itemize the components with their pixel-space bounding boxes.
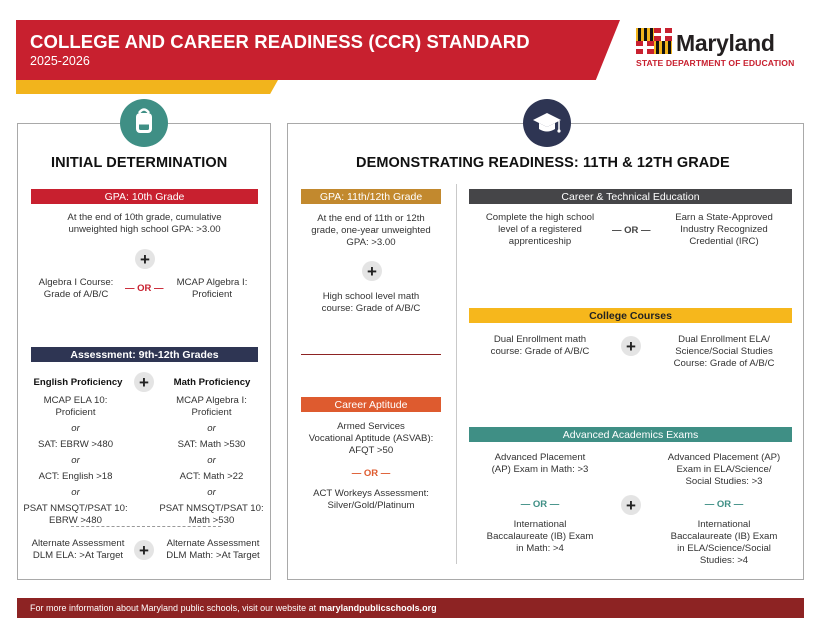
apprenticeship-text: Complete the high school level of a registered apprenticeship	[485, 212, 595, 247]
divider	[71, 526, 221, 527]
plus-icon: +	[135, 249, 155, 269]
gpa-11-12-bar: GPA: 11th/12th Grade	[301, 189, 441, 204]
logo-subtitle: STATE DEPARTMENT OF EDUCATION	[636, 58, 795, 68]
mcap-algebra-text: MCAP Algebra I: Proficient	[176, 277, 248, 300]
footer-website-link[interactable]: marylandpublicschools.org	[319, 603, 437, 613]
advanced-academics-bar: Advanced Academics Exams	[469, 427, 792, 442]
plus-icon: +	[362, 261, 382, 281]
header-accent-stripe	[16, 80, 278, 94]
hs-math-course-text: High school level math course: Grade of A/B/C	[321, 291, 421, 314]
plus-icon: +	[134, 372, 154, 392]
page-title: COLLEGE AND CAREER READINESS (CCR) STANDARD	[30, 31, 530, 52]
english-proficiency-title: English Proficiency	[33, 377, 123, 388]
alt-dlm-ela-text: Alternate Assessment DLM ELA: >At Target	[31, 538, 125, 561]
english-options: MCAP ELA 10: Proficient or SAT: EBRW >480 or ACT: English >18 or PSAT NMSQT/PSAT 10: EBRW >480	[23, 395, 128, 526]
gpa-10th-bar: GPA: 10th Grade	[31, 189, 258, 204]
graduation-cap-icon	[523, 99, 571, 147]
cte-bar: Career & Technical Education	[469, 189, 792, 204]
or-separator: — OR —	[612, 225, 651, 236]
or-separator: — OR —	[704, 499, 744, 510]
footer-bar	[17, 598, 804, 618]
backpack-icon	[120, 99, 168, 147]
logo-wordmark: Maryland	[676, 30, 775, 56]
maryland-flag-logo-icon	[636, 28, 672, 54]
career-aptitude-bar: Career Aptitude	[301, 397, 441, 412]
irc-text: Earn a State-Approved Industry Recognized Credential (IRC)	[675, 212, 773, 247]
or-separator: — OR —	[520, 499, 560, 510]
math-proficiency-title: Math Proficiency	[173, 377, 251, 388]
algebra-course-text: Algebra I Course: Grade of A/B/C	[38, 277, 114, 300]
or-separator: — OR —	[125, 283, 164, 294]
dual-enrollment-math-text: Dual Enrollment math course: Grade of A/B/C	[490, 334, 590, 357]
divider	[301, 354, 441, 355]
ib-ela-text: International Baccalaureate (IB) Exam in ELA/Science/Social Studies: >4	[670, 519, 778, 566]
asvab-text: Armed Services Vocational Aptitude (ASVAB): AFQT >50	[308, 421, 434, 456]
initial-determination-heading: INITIAL DETERMINATION	[51, 155, 228, 171]
gpa-11-12-text: At the end of 11th or 12th grade, one-year unweighted GPA: >3.00	[311, 213, 431, 248]
page-year: 2025-2026	[30, 54, 90, 68]
ap-math-text: Advanced Placement (AP) Exam in Math: >3	[491, 452, 589, 475]
alt-dlm-math-text: Alternate Assessment DLM Math: >At Target	[166, 538, 260, 561]
demonstrating-readiness-heading: DEMONSTRATING READINESS: 11TH & 12TH GRADE	[356, 155, 730, 171]
footer-text: For more information about Maryland public schools, visit our website at	[30, 603, 317, 613]
gpa-10th-text: At the end of 10th grade, cumulative unweighted high school GPA: >3.00	[67, 212, 222, 235]
ap-ela-text: Advanced Placement (AP) Exam in ELA/Science/ Social Studies: >3	[667, 452, 781, 487]
workeys-text: ACT Workeys Assessment: Silver/Gold/Platinum	[313, 488, 429, 511]
plus-icon: +	[621, 336, 641, 356]
math-options: MCAP Algebra I: Proficient or SAT: Math >530 or ACT: Math >22 or PSAT NMSQT/PSAT 10: Math >530	[159, 395, 264, 526]
column-divider	[456, 184, 457, 564]
college-courses-bar: College Courses	[469, 308, 792, 323]
dual-enrollment-ela-text: Dual Enrollment ELA/ Science/Social Studies Course: Grade of A/B/C	[673, 334, 775, 369]
plus-icon: +	[134, 540, 154, 560]
ib-math-text: International Baccalaureate (IB) Exam in Math: >4	[486, 519, 594, 554]
or-separator: — OR —	[351, 468, 391, 479]
plus-icon: +	[621, 495, 641, 515]
assessment-bar: Assessment: 9th-12th Grades	[31, 347, 258, 362]
